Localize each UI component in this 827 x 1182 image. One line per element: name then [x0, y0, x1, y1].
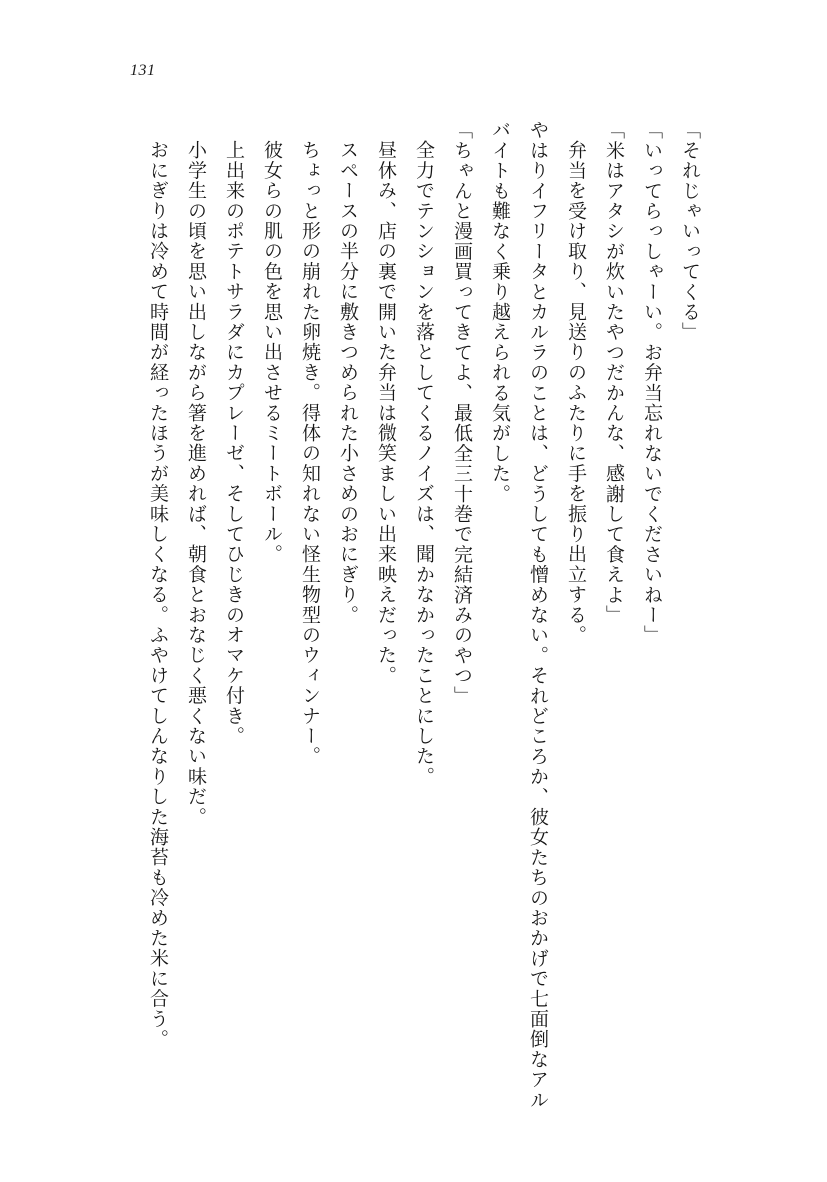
paragraph: 弁当を受け取り、見送りのふたりに手を振り出立する。: [565, 140, 587, 645]
paragraph: やはりイフリータとカルラのことは、どうしても憎めない。それどころか、彼女たちのおかげで七面倒なアルバイトも難なく乗り越えられる気がした。: [489, 120, 549, 1110]
paragraph: おにぎりは冷めて時間が経ったほうが美味しくなる。ふやけてしんなりした海苔も冷めた米に合う。: [147, 140, 169, 1049]
page-number: 131: [130, 62, 156, 79]
paragraph: 「いってらっしゃーい。お弁当忘れないでくださいねー」: [641, 120, 663, 646]
paragraph: 「それじゃいってくる」: [679, 120, 701, 343]
paragraph: 昼休み、店の裏で開いた弁当は微笑ましい出来映えだった。: [375, 140, 397, 686]
paragraph: 全力でテンションを落としてくるノイズは、聞かなかったことにした。: [413, 140, 435, 787]
paragraph: 「米はアタシが炊いたやつだかんな、感謝して食えよ」: [603, 120, 625, 625]
paragraph: 小学生の頃を思い出しながら箸を進めれば、朝食とおなじく悪くない味だ。: [185, 140, 207, 827]
paragraph: ちょっと形の崩れた卵焼き。得体の知れない怪生物型のウィンナー。: [299, 140, 321, 767]
paragraph: 彼女らの肌の色を思い出させるミートボール。: [261, 140, 283, 565]
paragraph: 「ちゃんと漫画買ってきてよ、最低全三十巻で完結済みのやつ」: [451, 120, 473, 706]
body-text-block: [129, 120, 709, 1120]
paragraph: スペースの半分に敷きつめられた小さめのおにぎり。: [337, 140, 359, 625]
paragraph: 上出来のポテトサラダにカプレーゼ、そしてひじきのオマケ付き。: [223, 140, 245, 746]
